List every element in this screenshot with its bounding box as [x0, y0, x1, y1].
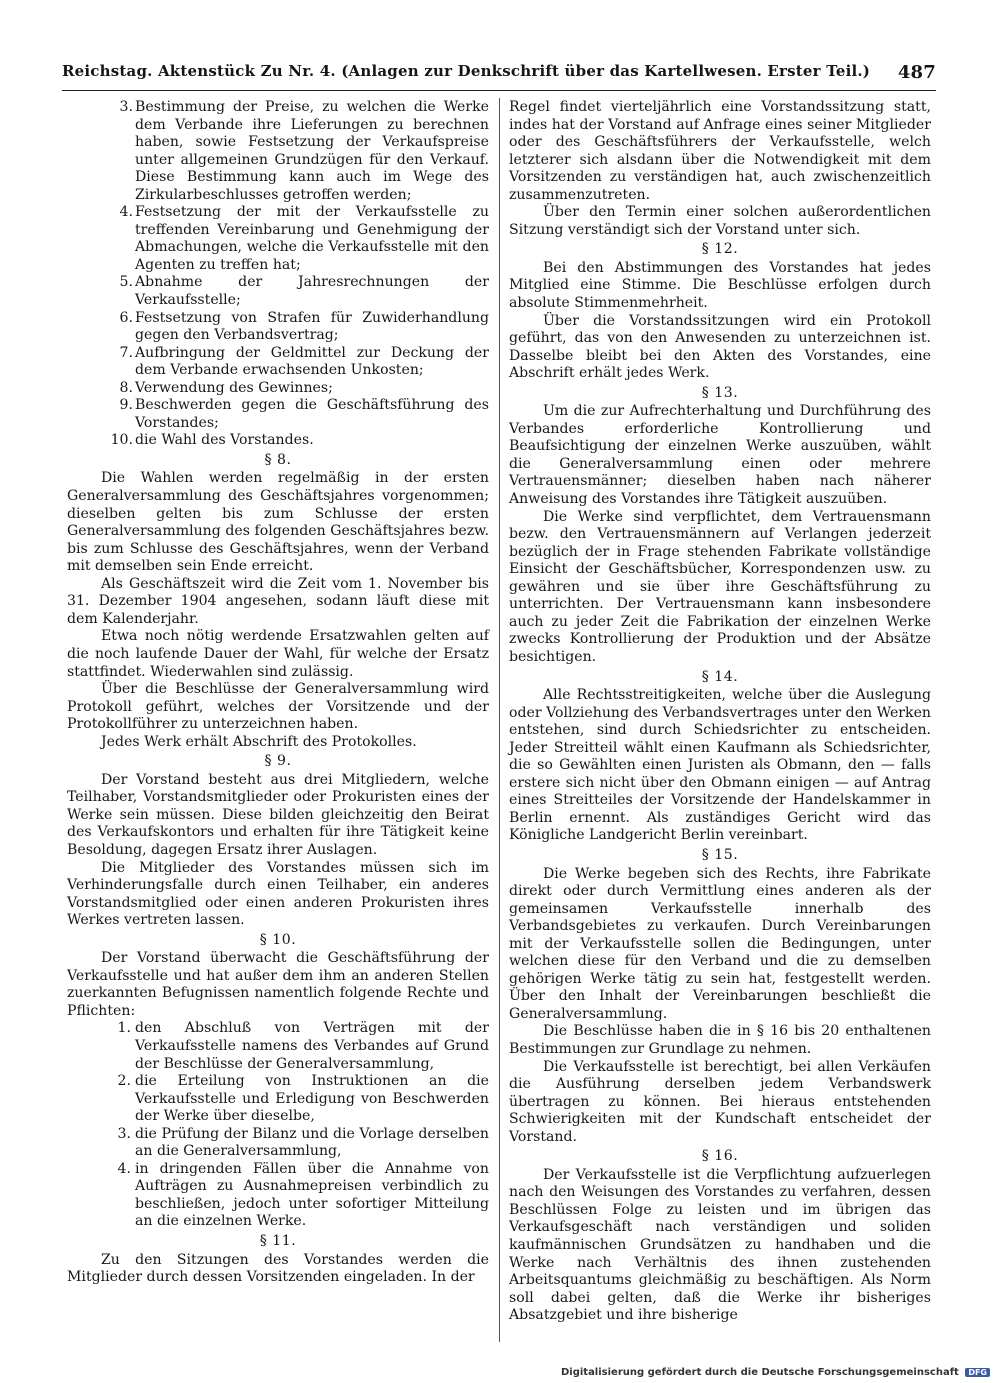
right-column: [509, 99, 931, 1325]
list-item: 4. in dringenden Fällen über die Annahme von Aufträgen zu Ausnahmepreisen verbindlich zu beschließen, jedoch unter sofortiger Mitteilung an die einzelnen Werke.: [117, 1160, 489, 1230]
list-item: 8. Verwendung des Gewinnes;: [119, 379, 333, 396]
page-number: 487: [897, 62, 936, 83]
section-7-list: [67, 99, 489, 450]
list-item: 4. Festsetzung der mit der Verkaufsstelle zu treffenden Vereinbarung und Genehmigung der Abmachungen, welche die Verkaufsstelle mit den Agenten zu treffen hat;: [119, 204, 489, 273]
list-item: 1. den Abschluß von Verträgen mit der Verkaufsstelle namens des Verbandes auf Grund der Beschlüsse der Generalversammlung,: [117, 1020, 489, 1072]
paragraph: Alle Rechtsstreitigkeiten, welche über die Auslegung oder Vollziehung des Verbandsvertrages unter den Werken entstehen, sind durch Schiedsrichter zu entscheiden. Jeder Streitteil wählt einen Kaufmann als Schiedsrichter, die so Gewählten einen Juristen als Obmann, den — falls erstere sich nicht über den Obmann einigen — auf Antrag eines Streitteiles der Vorsitzende der Handelskammer in Berlin ernennt. Als zuständiges Gericht wird das Königliche Landgericht Berlin vereinbart.: [509, 687, 931, 844]
paragraph: Um die zur Aufrechterhaltung und Durchführung des Verbandes erforderliche Kontrollierung und Beaufsichtigung der einzelnen Werke auszuüben, wählt die Generalversammlung einen oder mehrere Vertrauensmänner; dieselben haben nach näherer Anweisung des Vorstandes ihre Tätigkeit auszuüben.: [509, 403, 931, 508]
column-divider: [499, 98, 500, 1342]
paragraph: Über die Beschlüsse der Generalversammlung wird Protokoll geführt, welches der Vorsitzende und der Protokollführer zu unterzeichnen haben.: [67, 681, 489, 733]
page-header: [62, 60, 936, 91]
paragraph: Bei den Abstimmungen des Vorstandes hat jedes Mitglied eine Stimme. Die Beschlüsse erfolgen durch absolute Stimmenmehrheit.: [509, 259, 931, 312]
section-13-heading: § 13.: [701, 384, 739, 401]
section-9-heading: § 9.: [264, 753, 292, 770]
left-column: [67, 99, 489, 1287]
list-item: 3. Bestimmung der Preise, zu welchen die Werke dem Verbande ihre Lieferungen zu berechnen haben, sowie Festsetzung der Verkaufspreise unter allgemeinen Grundzügen für den Verkauf. Diese Bestimmung kann auch im Wege des Zirkularbeschlusses getroffen werden;: [119, 99, 489, 203]
paragraph: Etwa noch nötig werdende Ersatzwahlen gelten auf die noch laufende Dauer der Wahl, für welche der Ersatz stattfindet. Wiederwahlen sind zulässig.: [67, 628, 489, 680]
list-item: 10. die Wahl des Vorstandes.: [110, 432, 314, 449]
running-title: Reichstag. Aktenstück Zu Nr. 4. (Anlagen zur Denkschrift über das Kartellwesen. Erster Teil.): [62, 62, 871, 80]
paragraph: Zu den Sitzungen des Vorstandes werden die Mitglieder durch dessen Vorsitzenden eingeladen. In der: [67, 1251, 489, 1286]
paragraph: Die Wahlen werden regelmäßig in der ersten Generalversammlung des Geschäftsjahres vorgenommen; dieselben gelten bis zum Schlusse der ersten Generalversammlung des folgenden Geschäftsjahres bezw. bis zum Schlusse des Geschäftsjahres, wenn der Verband mit demselben sein Ende erreicht.: [67, 470, 489, 575]
list-item: 2. die Erteilung von Instruktionen an die Verkaufsstelle und Erledigung von Beschwerden der Werke über dieselbe,: [117, 1073, 489, 1125]
list-item: 3. die Prüfung der Bilanz und die Vorlage derselben an die Generalversammlung,: [117, 1125, 489, 1160]
paragraph: Jedes Werk erhält Abschrift des Protokolles.: [101, 733, 417, 750]
section-10-heading: § 10.: [259, 931, 297, 948]
section-15-heading: § 15.: [701, 846, 739, 863]
paragraph: Die Werke begeben sich des Rechts, ihre Fabrikate direkt oder durch Vermittlung eines anderen als der gemeinsamen Verkaufsstelle innerhalb des Verbandsgebietes zu verkaufen. Durch Vereinbarungen mit der Verkaufsstelle sollen die Bedingungen, unter welchen diese für den Verband und die zu demselben gehörigen Werke tätig zu sein hat, festgestellt werden. Über den Inhalt der Vereinbarungen beschließt die Generalversammlung.: [509, 865, 931, 1022]
paragraph: Der Verkaufsstelle ist die Verpflichtung aufzuerlegen nach den Weisungen des Vorstandes zu verfahren, dessen Beschlüssen Folge zu leisten und im übrigen das Verkaufsgeschäft nach verständigen und soliden kaufmännischen Grundsätzen zu handhaben und die Werke nach Verhältnis des ihnen zustehenden Arbeitsquantums gleichmäßig zu beschäftigen. Als Norm soll dabei gelten, daß die Werke ihr bisheriges Absatzgebiet und ihre bisherige: [509, 1166, 931, 1324]
section-14-heading: § 14.: [701, 668, 739, 685]
list-item: 5. Abnahme der Jahresrechnungen der Verkaufsstelle;: [119, 274, 489, 309]
paragraph: Die Mitglieder des Vorstandes müssen sich im Verhinderungsfalle durch einen Teilhaber, ein anderes Vorstandsmitglied oder einen anderen Prokuristen ihres Werkes vertreten lassen.: [67, 859, 489, 929]
paragraph: Die Werke sind verpflichtet, dem Vertrauensmann bezw. den Vertrauensmännern auf Verlangen jederzeit bezüglich der in Frage stehenden Fabrikate vollständige Einsicht der Geschäftsbücher, Korrespondenzen usw. zu gewähren und sie über ihre Geschäftsführung zu unterrichten. Der Vertrauensmann kann insbesondere auch zu jeder Zeit die Fabrikation der einzelnen Werke zwecks Kontrollierung der Produktion und der Absätze besichtigen.: [509, 508, 931, 665]
list-item: 6. Festsetzung von Strafen für Zuwiderhandlung gegen den Verbandsvertrag;: [119, 309, 489, 344]
paragraph: Über die Vorstandssitzungen wird ein Protokoll geführt, das von den Anwesenden zu unterzeichnen ist. Dasselbe bleibt bei den Akten des Vorstandes, eine Abschrift erhält jedes Werk.: [509, 312, 931, 382]
paragraph: Die Beschlüsse haben die in § 16 bis 20 enthaltenen Bestimmungen zur Grundlage zu nehmen.: [509, 1023, 931, 1057]
section-12-heading: § 12.: [701, 241, 739, 258]
paragraph: Der Vorstand besteht aus drei Mitgliedern, welche Teilhaber, Vorstandsmitglieder oder Prokuristen eines der Werke sein müssen. Diese bilden gleichzeitig den Beirat des Verkaufskontors und erhalten für ihre Tätigkeit keine Besoldung, dagegen Ersatz ihrer Auslagen.: [67, 771, 489, 858]
paragraph: Als Geschäftszeit wird die Zeit vom 1. November bis 31. Dezember 1904 angesehen, sodann läuft diese mit dem Kalenderjahr.: [67, 575, 489, 627]
section-16-heading: § 16.: [701, 1148, 739, 1165]
funding-credit: [561, 1367, 990, 1380]
dfg-logo: DFG: [965, 1368, 990, 1377]
list-item: 9. Beschwerden gegen die Geschäftsführung des Vorstandes;: [119, 397, 489, 431]
section-10-list: [67, 1020, 489, 1231]
paragraph: Der Vorstand überwacht die Geschäftsführung der Verkaufsstelle und hat außer dem ihm an anderen Stellen zuerkannten Befugnissen namentlich folgende Rechte und Pflichten:: [67, 950, 489, 1019]
paragraph: Über den Termin einer solchen außerordentlichen Sitzung verständigt sich der Vorstand unter sich.: [509, 204, 931, 238]
list-item: 7. Aufbringung der Geldmittel zur Deckung der dem Verbande erwachsenden Unkosten;: [119, 344, 489, 379]
funding-credit-text: Digitalisierung gefördert durch die Deutsche Forschungsgemeinschaft: [560, 1367, 959, 1378]
paragraph: Die Verkaufsstelle ist berechtigt, bei allen Verkäufen die Ausführung derselben jedem Verbandswerk übertragen zu können. Bei hieraus entstehenden Schwierigkeiten mit der Kundschaft entscheidet der Vorstand.: [509, 1058, 931, 1145]
section-8-heading: § 8.: [264, 451, 292, 468]
section-11-heading: § 11.: [259, 1233, 297, 1249]
paragraph: Regel findet vierteljährlich eine Vorstandssitzung statt, indes hat der Vorstand auf Anfrage eines seiner Mitglieder oder des Geschäftsführers der Verkaufsstelle, welch letzterer sich alsdann über die Notwendigkeit mit dem Vorsitzenden zu verständigen hat, auch zwischenzeitlich zusammenzutreten.: [509, 99, 931, 203]
